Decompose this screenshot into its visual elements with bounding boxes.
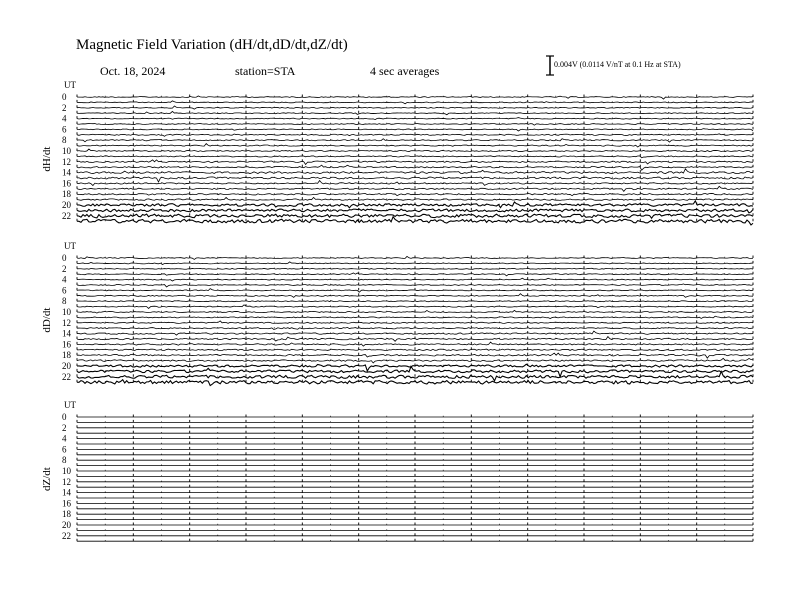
hour-tick-label: 16 (62, 498, 71, 509)
hour-tick-label: 8 (62, 135, 67, 146)
hour-tick-label: 10 (62, 466, 71, 476)
hour-tick-label: 20 (62, 200, 71, 210)
hour-tick-label: 22 (62, 210, 71, 221)
hour-tick-label: 20 (62, 361, 71, 371)
scale-label: 0.004V (0.0114 V/nT at 0.1 Hz at STA) (554, 60, 681, 69)
hour-tick-label: 6 (62, 444, 67, 455)
hour-tick-label: 4 (62, 433, 67, 444)
hour-tick-label: 0 (62, 253, 67, 263)
hour-tick-label: 4 (62, 274, 67, 285)
hour-tick-label: 6 (62, 124, 67, 135)
hour-tick-label: 18 (62, 189, 71, 200)
hour-tick-label: 10 (62, 146, 71, 156)
hour-tick-label: 14 (62, 167, 71, 178)
hour-tick-label: 12 (62, 156, 71, 167)
hour-tick-label: 16 (62, 178, 71, 189)
hour-tick-label: 4 (62, 113, 67, 124)
hour-tick-label: 2 (62, 422, 67, 433)
hour-tick-label: 18 (62, 350, 71, 361)
hour-tick-label: 10 (62, 307, 71, 317)
hour-tick-label: 0 (62, 92, 67, 102)
time-axis-label: UT (64, 400, 76, 410)
station-label: station=STA (235, 64, 296, 78)
hour-tick-label: 18 (62, 509, 71, 520)
hour-tick-label: 2 (62, 102, 67, 113)
hour-tick-label: 14 (62, 487, 71, 498)
averaging-label: 4 sec averages (370, 64, 440, 78)
time-axis-label: UT (64, 80, 76, 90)
hour-tick-label: 12 (62, 476, 71, 487)
date-label: Oct. 18, 2024 (100, 64, 166, 78)
hour-tick-label: 20 (62, 520, 71, 530)
component-label: dD/dt (41, 307, 53, 333)
hour-tick-label: 0 (62, 412, 67, 422)
hour-tick-label: 22 (62, 530, 71, 541)
hour-tick-label: 14 (62, 328, 71, 339)
hour-tick-label: 22 (62, 371, 71, 382)
chart-title: Magnetic Field Variation (dH/dt,dD/dt,dZ/dt) (76, 37, 348, 53)
hour-tick-label: 8 (62, 455, 67, 466)
hour-tick-label: 8 (62, 296, 67, 307)
hour-tick-label: 12 (62, 317, 71, 328)
hour-tick-label: 6 (62, 285, 67, 296)
time-axis-label: UT (64, 241, 76, 251)
component-label: dH/dt (41, 146, 53, 172)
hour-tick-label: 16 (62, 339, 71, 350)
hour-tick-label: 2 (62, 263, 67, 274)
component-label: dZ/dt (41, 467, 53, 492)
